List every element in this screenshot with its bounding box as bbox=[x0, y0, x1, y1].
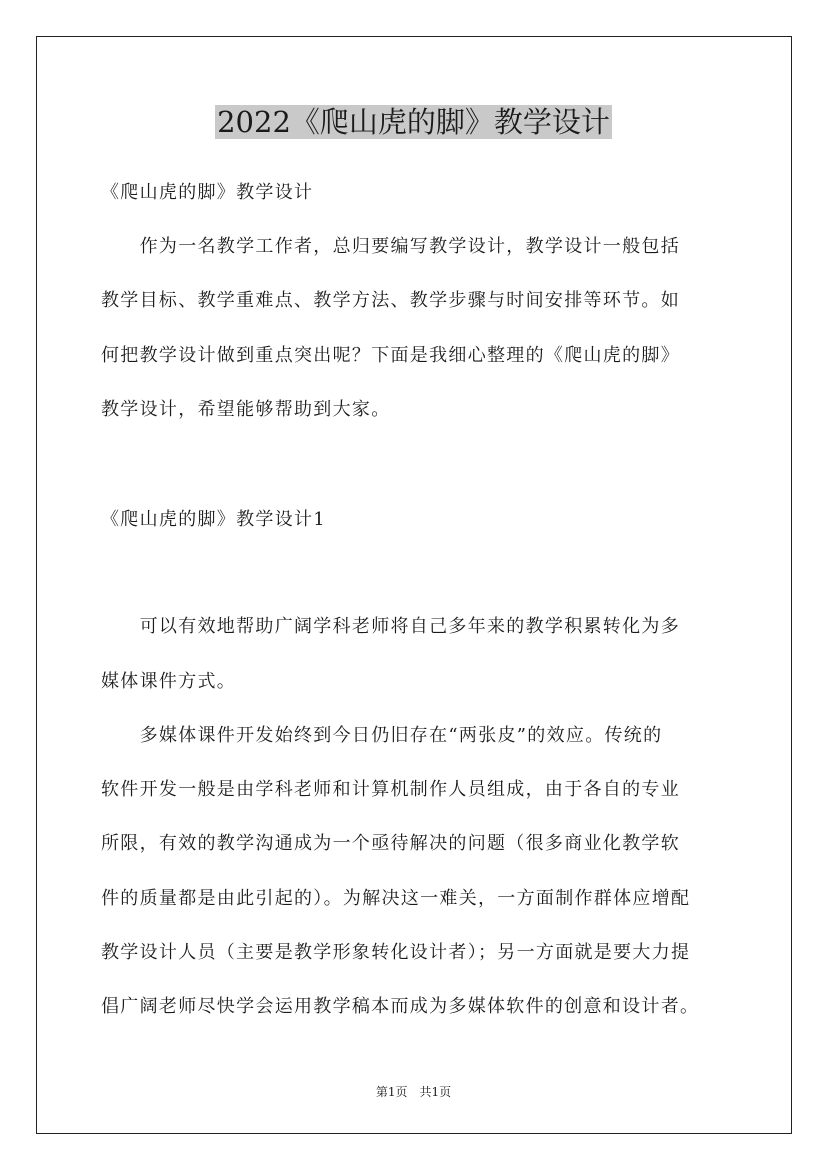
paragraph-line: 教学设计，希望能够帮助到大家。 bbox=[101, 399, 391, 420]
paragraph-line: 媒体课件方式。 bbox=[101, 671, 237, 692]
paragraph-line: 件的质量都是由此引起的）。为解决这一难关，一方面制作群体应增配 bbox=[101, 888, 691, 909]
paragraph-line: 教学设计人员（主要是教学形象转化设计者）；另一方面就是要大力提 bbox=[101, 942, 691, 963]
document-title-text: 2022《爬山虎的脚》教学设计 bbox=[217, 105, 610, 139]
paragraph-line: 教学目标、教学重难点、教学方法、教学步骤与时间安排等环节。如 bbox=[101, 290, 680, 311]
paragraph-line: 软件开发一般是由学科老师和计算机制作人员组成，由于各自的专业 bbox=[101, 779, 680, 800]
paragraph-line: 何把教学设计做到重点突出呢？下面是我细心整理的《爬山虎的脚》 bbox=[101, 345, 680, 366]
paragraph-line: 所限，有效的教学沟通成为一个亟待解决的问题（很多商业化教学软 bbox=[101, 833, 680, 854]
paragraph-line: 多媒体课件开发始终到今日仍旧存在“两张皮”的效应。传统的 bbox=[101, 725, 663, 746]
paragraph-line: 作为一名教学工作者，总归要编写教学设计，教学设计一般包括 bbox=[101, 236, 680, 257]
paragraph-line: 可以有效地帮助广阔学科老师将自己多年来的教学积累转化为多 bbox=[101, 616, 680, 637]
document-title bbox=[0, 100, 827, 144]
section-heading: 《爬山虎的脚》教学设计1 bbox=[101, 509, 327, 530]
subtitle-line: 《爬山虎的脚》教学设计 bbox=[101, 182, 314, 203]
page-footer: 第1页 共1页 bbox=[375, 1085, 452, 1099]
paragraph-line: 倡广阔老师尽快学会运用教学稿本而成为多媒体软件的创意和设计者。 bbox=[101, 996, 700, 1017]
